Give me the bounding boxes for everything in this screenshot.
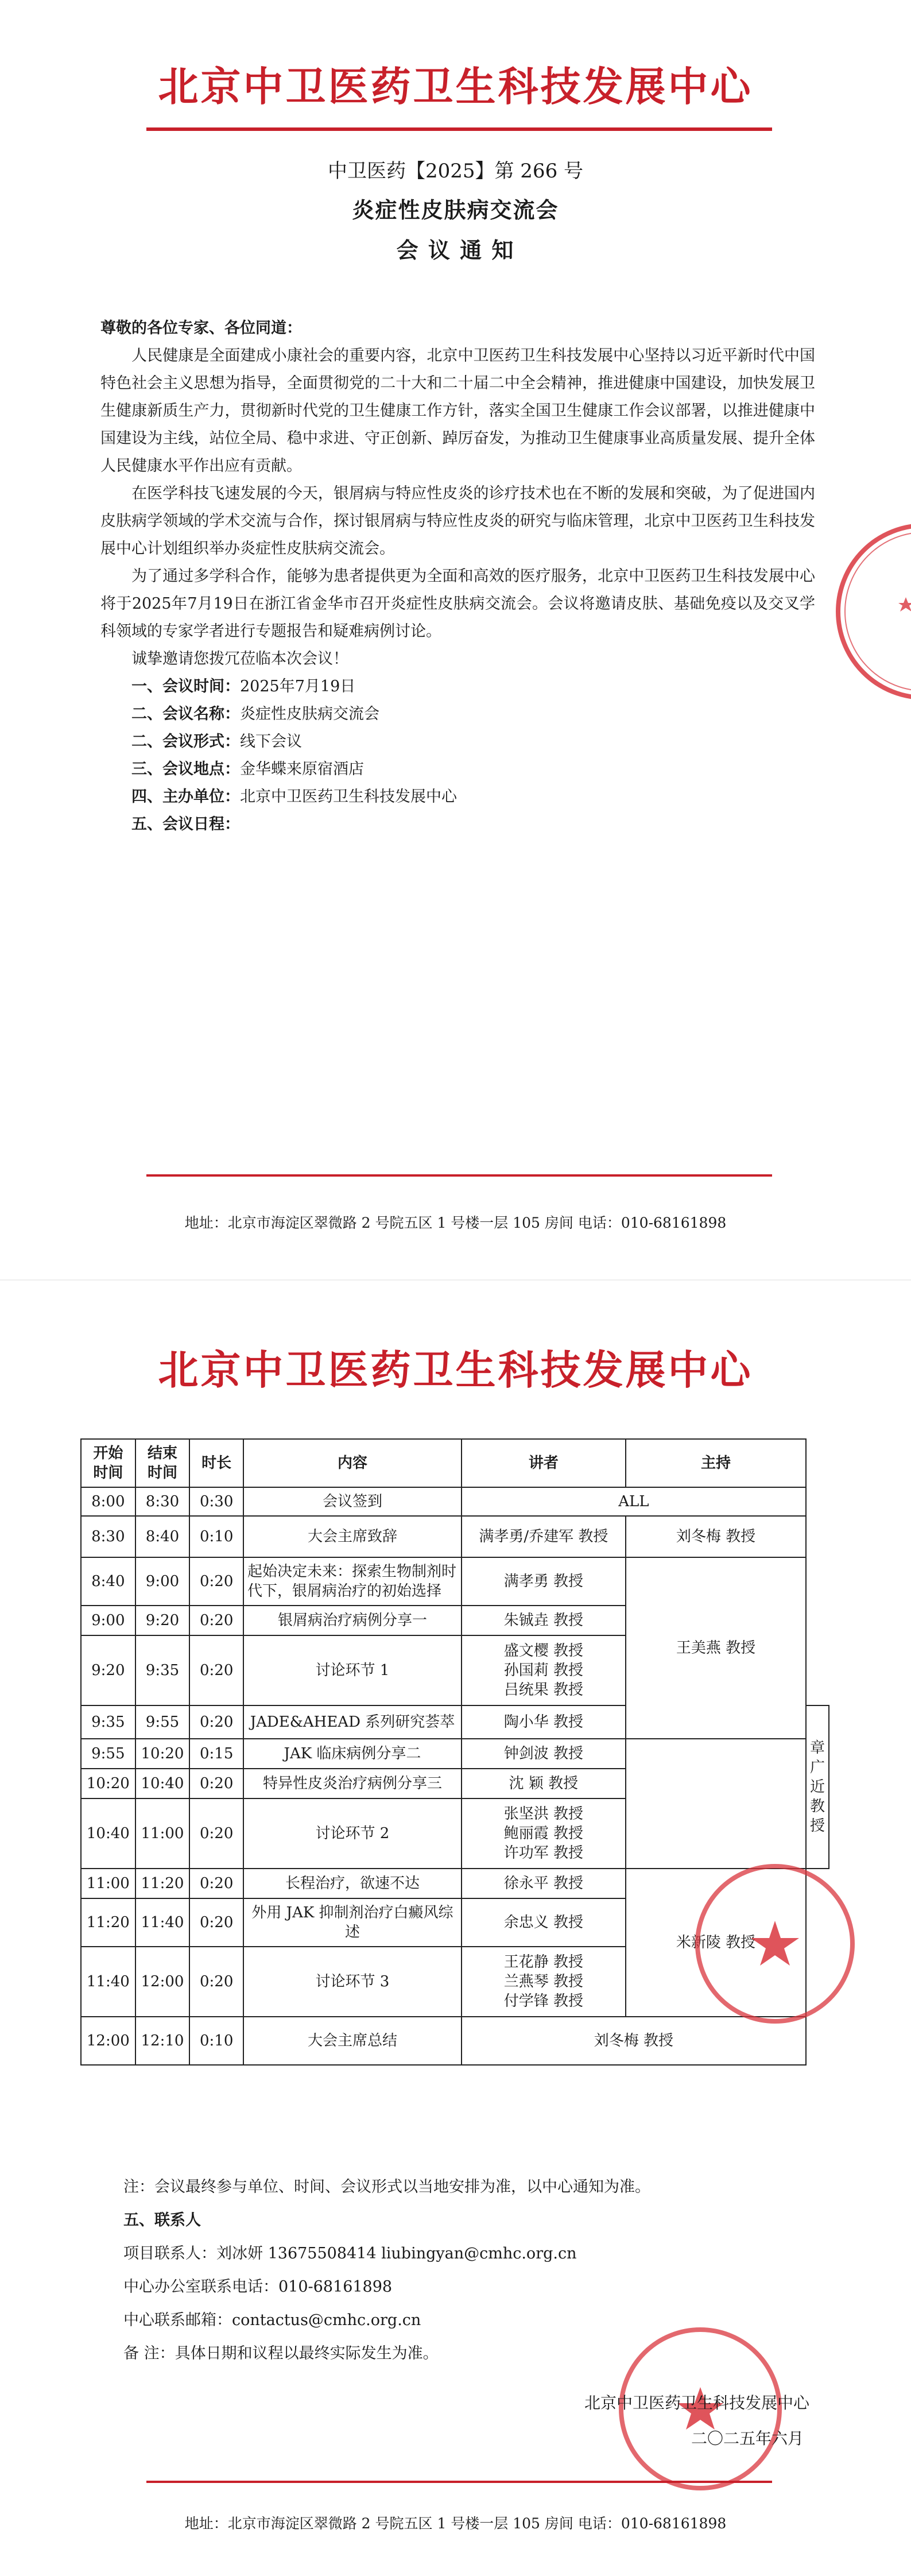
signature-org: 北京中卫医药卫生科技发展中心 [584, 2393, 809, 2412]
official-seal-icon [689, 1858, 861, 2030]
start-time: 8:00 [81, 1487, 135, 1516]
meeting-info-item [100, 728, 815, 756]
start-time: 11:20 [81, 1898, 135, 1947]
notice-body [100, 315, 815, 838]
paragraph: 诚挚邀请您拨冗莅临本次会议！ [131, 650, 348, 668]
speaker: 朱铖垚 教授 [462, 1606, 626, 1635]
duration: 0:10 [189, 2017, 243, 2065]
session-content: 银屑病治疗病例分享一 [243, 1606, 462, 1635]
contact-line: 中心联系邮箱：contactus@cmhc.org.cn [123, 2311, 421, 2329]
item-value: 线下会议 [240, 733, 302, 751]
table-row [81, 1487, 829, 1516]
speaker-group [462, 1947, 626, 2017]
header-start: 开始 时间 [81, 1439, 135, 1487]
meeting-info-item [100, 783, 815, 811]
item-value: 炎症性皮肤病交流会 [240, 705, 379, 723]
meeting-info-item [100, 701, 815, 728]
official-seal-icon [832, 517, 911, 706]
speaker: ALL [462, 1487, 806, 1516]
table-row [81, 1769, 829, 1798]
start-time: 8:40 [81, 1557, 135, 1606]
footer-address: 地址：北京市海淀区翠微路 2 号院五区 1 号楼一层 105 房间 电话：010-68161898 [184, 2515, 727, 2532]
paragraph: 为了通过多学科合作，能够为患者提供更为全面和高效的医疗服务，北京中卫医药卫生科技发展中心将于2025年7月19日在浙江省金华市召开炎症性皮肤病交流会。会议将邀请皮肤、基础免疫以及交叉学科领域的专家学者进行专题报告和疑难病例讨论。 [100, 567, 815, 640]
start-time: 11:00 [81, 1869, 135, 1898]
contact-line: 项目联系人：刘冰妍 13675508414 liubingyan@cmhc.org.cn [123, 2245, 577, 2262]
end-time: 9:20 [135, 1606, 190, 1635]
end-time: 11:40 [135, 1898, 190, 1947]
document-number: 中卫医药【2025】第 266 号 [327, 160, 584, 183]
session-content: 大会主席总结 [243, 2017, 462, 2065]
end-time: 9:35 [135, 1635, 190, 1705]
header-content: 内容 [243, 1439, 462, 1487]
item-label: 三、会议地点： [131, 760, 240, 778]
host: 章广近 教授 [806, 1705, 829, 1869]
speaker: 沈 颖 教授 [462, 1769, 626, 1798]
end-time: 12:00 [135, 1947, 190, 2017]
salutation: 尊敬的各位专家、各位同道： [100, 319, 302, 337]
notice-subtitle: 会 议 通 知 [396, 237, 515, 263]
header-end: 结束 时间 [135, 1439, 190, 1487]
session-content: 大会主席致辞 [243, 1516, 462, 1557]
org-title: 北京中卫医药卫生科技发展中心 [158, 63, 753, 110]
end-time: 9:00 [135, 1557, 190, 1606]
footer-red-rule [146, 2481, 772, 2483]
notice-page-2 [0, 1283, 911, 2576]
host: 刘冬梅 教授 [626, 1516, 806, 1557]
meeting-title: 炎症性皮肤病交流会 [352, 197, 559, 223]
item-value: 金华蝶来原宿酒店 [240, 760, 364, 778]
session-content: 特异性皮炎治疗病例分享三 [243, 1769, 462, 1798]
speaker: 满孝勇 教授 [462, 1557, 626, 1606]
start-time: 10:40 [81, 1798, 135, 1869]
header-duration: 时长 [189, 1439, 243, 1487]
duration: 0:30 [189, 1487, 243, 1516]
speaker: 满孝勇/乔建军 教授 [462, 1516, 626, 1557]
start-time: 9:35 [81, 1705, 135, 1739]
contact-line: 备 注：具体日期和议程以最终实际发生为准。 [123, 2345, 439, 2362]
end-time: 9:55 [135, 1705, 190, 1739]
session-content: 起始决定未来：探索生物制剂时代下，银屑病治疗的初始选择 [243, 1557, 462, 1606]
speaker: 孙国莉 教授 [503, 1662, 584, 1679]
header-speaker: 讲者 [462, 1439, 626, 1487]
speaker: 吕统果 教授 [503, 1681, 584, 1699]
session-content: 讨论环节 1 [243, 1635, 462, 1705]
start-time: 12:00 [81, 2017, 135, 2065]
speaker: 许功军 教授 [503, 1844, 584, 1862]
session-content: 讨论环节 2 [243, 1798, 462, 1869]
session-content: JADE&AHEAD 系列研究荟萃 [243, 1705, 462, 1739]
table-row [81, 1557, 829, 1606]
speaker: 兰燕琴 教授 [503, 1973, 584, 1990]
end-time: 11:20 [135, 1869, 190, 1898]
duration: 0:15 [189, 1739, 243, 1769]
session-content: JAK 临床病例分享二 [243, 1739, 462, 1769]
speaker-group [462, 1635, 626, 1705]
paragraph: 人民健康是全面建成小康社会的重要内容，北京中卫医药卫生科技发展中心坚持以习近平新时代中国特色社会主义思想为指导，全面贯彻党的二十大和二十届二中全会精神，推进健康中国建设，加快发展卫生健康新质生产力，贯彻新时代党的卫生健康工作方针，落实全国卫生健康工作会议部署，以推进健康中国建设为主线，站位全局、稳中求进、守正创新、踔厉奋发，为推动卫生健康事业高质量发展、提升全体人民健康水平作出应有贡献。 [100, 347, 815, 475]
paragraph: 在医学科技飞速发展的今天，银屑病与特应性皮炎的诊疗技术也在不断的发展和突破，为了促进国内皮肤病学领域的学术交流与合作，探讨银屑病与特应性皮炎的研究与临床管理，北京中卫医药卫生科技发展中心计划组织举办炎症性皮肤病交流会。 [100, 485, 815, 558]
end-time: 10:20 [135, 1739, 190, 1769]
speaker: 张坚洪 教授 [503, 1805, 584, 1823]
meeting-info-item [100, 673, 815, 701]
table-row [81, 1739, 829, 1769]
duration: 0:20 [189, 1557, 243, 1606]
start-time: 8:30 [81, 1516, 135, 1557]
page-separator [0, 1279, 911, 1281]
speaker: 余忠义 教授 [462, 1898, 626, 1947]
meeting-info-item [100, 811, 815, 838]
duration: 0:20 [189, 1705, 243, 1739]
end-time: 12:10 [135, 2017, 190, 2065]
end-time: 10:40 [135, 1769, 190, 1798]
speaker-group [462, 1798, 626, 1869]
session-content: 外用 JAK 抑制剂治疗白癜风综述 [243, 1898, 462, 1947]
host: 米新陵 教授 [626, 1869, 806, 2017]
item-label: 二、会议名称： [131, 705, 240, 723]
footer-red-rule [146, 1174, 772, 1177]
table-row [81, 1516, 829, 1557]
duration: 0:20 [189, 1898, 243, 1947]
speaker: 钟剑波 教授 [462, 1739, 626, 1769]
contact-heading: 五、联系人 [123, 2211, 201, 2229]
duration: 0:20 [189, 1798, 243, 1869]
end-time: 8:30 [135, 1487, 190, 1516]
speaker: 鲍丽霞 教授 [503, 1825, 584, 1842]
session-content: 长程治疗，欲速不达 [243, 1869, 462, 1898]
host: 王美燕 教授 [626, 1557, 806, 1739]
speaker: 陶小华 教授 [462, 1705, 626, 1739]
item-value: 2025年7月19日 [240, 678, 356, 695]
start-time: 9:00 [81, 1606, 135, 1635]
duration: 0:20 [189, 1635, 243, 1705]
end-time: 8:40 [135, 1516, 190, 1557]
header-host: 主持 [626, 1439, 806, 1487]
speaker: 盛文樱 教授 [503, 1642, 584, 1660]
item-label: 五、会议日程： [131, 815, 240, 833]
footer-address: 地址：北京市海淀区翠微路 2 号院五区 1 号楼一层 105 房间 电话：010-68161898 [184, 1214, 727, 1231]
duration: 0:20 [189, 1769, 243, 1798]
contact-line: 中心办公室联系电话：010-68161898 [123, 2278, 393, 2296]
start-time: 11:40 [81, 1947, 135, 2017]
speaker: 徐永平 教授 [462, 1869, 626, 1898]
item-label: 二、会议形式： [131, 733, 240, 751]
item-value: 北京中卫医药卫生科技发展中心 [240, 788, 457, 806]
schedule-note: 注：会议最终参与单位、时间、会议形式以当地安排为准，以中心通知为准。 [123, 2178, 650, 2196]
start-time: 9:20 [81, 1635, 135, 1705]
notice-page-1 [0, 0, 911, 1283]
org-title: 北京中卫医药卫生科技发展中心 [158, 1346, 753, 1394]
end-time: 11:00 [135, 1798, 190, 1869]
header-red-rule [146, 127, 772, 131]
duration: 0:20 [189, 1606, 243, 1635]
start-time: 9:55 [81, 1739, 135, 1769]
session-content: 讨论环节 3 [243, 1947, 462, 2017]
signature-date: 二〇二五年六月 [691, 2429, 804, 2448]
start-time: 10:20 [81, 1769, 135, 1798]
item-label: 一、会议时间： [131, 678, 240, 695]
item-label: 四、主办单位： [131, 788, 240, 806]
duration: 0:20 [189, 1947, 243, 2017]
speaker: 刘冬梅 教授 [462, 2017, 806, 2065]
table-header-row [81, 1439, 829, 1487]
duration: 0:10 [189, 1516, 243, 1557]
meeting-info-item [100, 756, 815, 783]
duration: 0:20 [189, 1869, 243, 1898]
session-content: 会议签到 [243, 1487, 462, 1516]
speaker: 王花静 教授 [503, 1954, 584, 1971]
speaker: 付学锋 教授 [503, 1993, 584, 2010]
